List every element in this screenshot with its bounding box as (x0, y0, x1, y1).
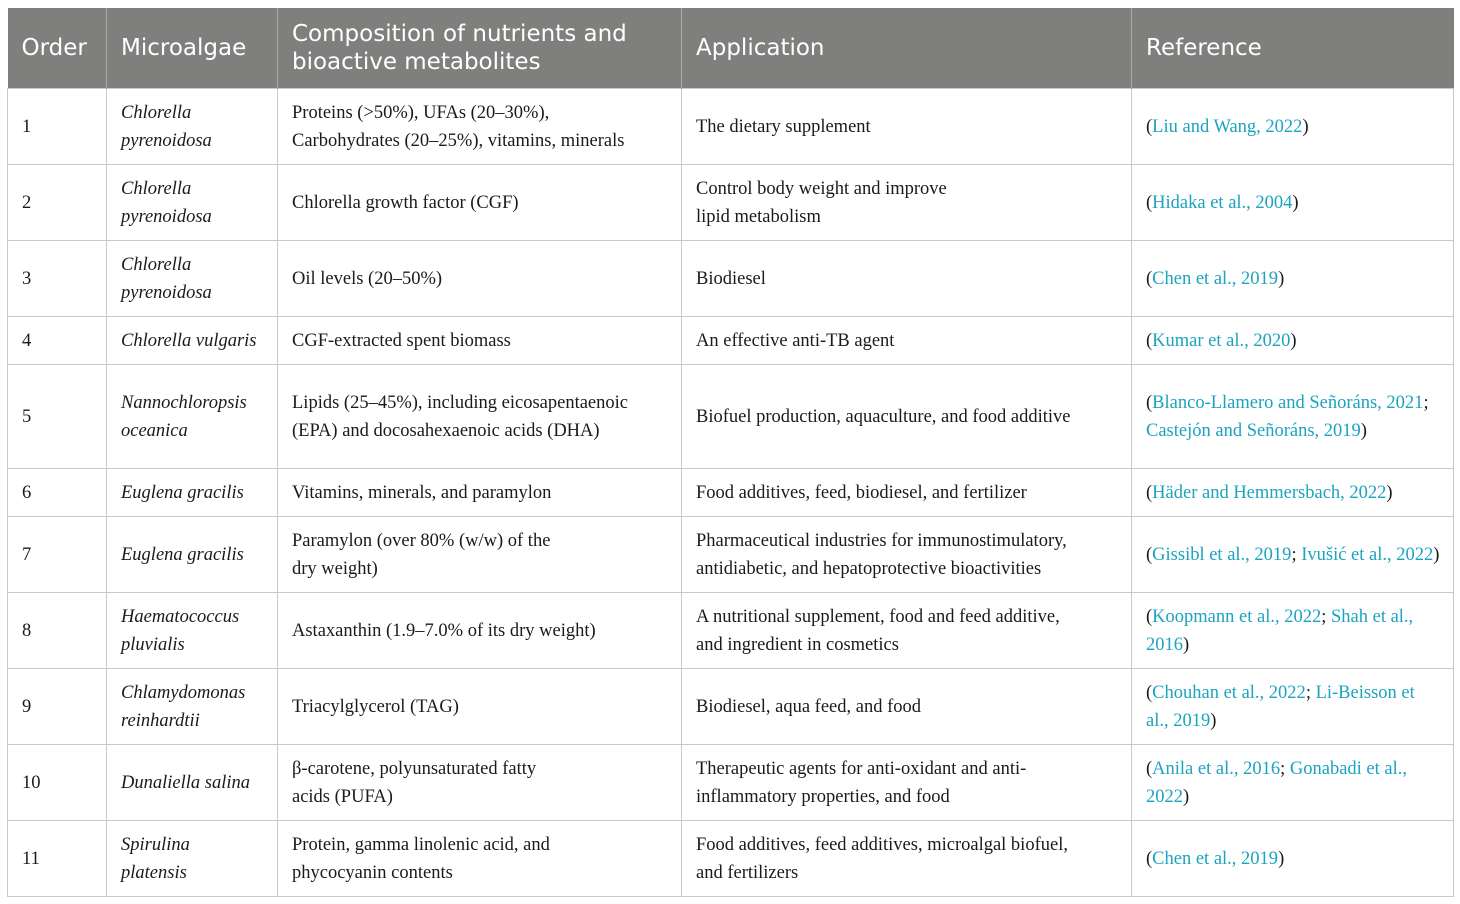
reference-link[interactable]: Gonabadi et al., 2022 (1146, 758, 1407, 807)
species-name-line1: Euglena gracilis (121, 544, 244, 565)
species-name-line1: Nannochloropsis (121, 392, 247, 413)
table-row (8, 669, 1454, 745)
composition-text-line1: β-carotene, polyunsaturated fatty (292, 758, 537, 779)
reference-link[interactable]: Anila et al., 2016 (1152, 758, 1281, 779)
composition-text-line1: Lipids (25–45%), including eicosapentaenoic (292, 392, 628, 413)
composition-cell (278, 365, 682, 469)
order-number: 6 (22, 482, 32, 503)
species-name-line2: pyrenoidosa (121, 206, 212, 227)
composition-text-line1: Astaxanthin (1.9–7.0% of its dry weight) (292, 620, 596, 641)
composition-cell (278, 745, 682, 821)
application-text-line1: The dietary supplement (696, 116, 871, 137)
reference-separator: ; (1305, 682, 1316, 703)
reference-separator: ; (1291, 544, 1302, 565)
application-cell (682, 317, 1132, 365)
application-cell (682, 517, 1132, 593)
microalgae-table (7, 8, 1454, 897)
order-cell (8, 593, 107, 669)
order-number: 1 (22, 116, 32, 137)
microalgae-cell (107, 669, 278, 745)
composition-cell (278, 165, 682, 241)
order-number: 7 (22, 544, 32, 565)
species-name-line1: Spirulina (121, 834, 190, 855)
microalgae-cell (107, 365, 278, 469)
order-cell (8, 821, 107, 897)
application-text-line2: antidiabetic, and hepatoprotective bioactivities (696, 558, 1042, 579)
composition-text-line1: Vitamins, minerals, and paramylon (292, 482, 552, 503)
application-cell (682, 745, 1132, 821)
reference-open-paren: ( (1146, 192, 1153, 213)
application-text-line1: Pharmaceutical industries for immunostimulatory, (696, 530, 1067, 551)
species-name-line2: pluvialis (121, 634, 185, 655)
composition-text-line1: Proteins (>50%), UFAs (20–30%), (292, 102, 550, 123)
table-row (8, 89, 1454, 165)
reference-close-paren: ) (1210, 710, 1217, 731)
composition-text-line1: Triacylglycerol (TAG) (292, 696, 459, 717)
microalgae-cell (107, 317, 278, 365)
composition-text-line2: dry weight) (292, 558, 378, 579)
reference-cell (1132, 593, 1454, 669)
reference-open-paren: ( (1146, 392, 1153, 413)
microalgae-cell (107, 89, 278, 165)
reference-close-paren: ) (1290, 330, 1297, 351)
application-text-line2: lipid metabolism (696, 206, 821, 227)
table-row (8, 821, 1454, 897)
microalgae-cell (107, 241, 278, 317)
reference-open-paren: ( (1146, 758, 1153, 779)
table-row (8, 593, 1454, 669)
reference-link[interactable]: Liu and Wang, 2022 (1152, 116, 1303, 137)
reference-close-paren: ) (1360, 420, 1367, 441)
application-text-line2: and fertilizers (696, 862, 799, 883)
reference-link[interactable]: Gissibl et al., 2019 (1152, 544, 1292, 565)
composition-text-line2: Carbohydrates (20–25%), vitamins, minerals (292, 130, 625, 151)
reference-close-paren: ) (1183, 634, 1190, 655)
reference-link[interactable]: Häder and Hemmersbach, 2022 (1152, 482, 1387, 503)
species-name-line1: Chlorella (121, 102, 192, 123)
species-name-line2: pyrenoidosa (121, 130, 212, 151)
reference-close-paren: ) (1386, 482, 1393, 503)
header-order: Order (8, 8, 107, 89)
application-text-line1: Control body weight and improve (696, 178, 947, 199)
application-text-line2: inflammatory properties, and food (696, 786, 950, 807)
reference-close-paren: ) (1278, 268, 1285, 289)
header-application: Application (682, 8, 1132, 89)
application-text-line1: Biodiesel, aqua feed, and food (696, 696, 922, 717)
composition-text-line1: Chlorella growth factor (CGF) (292, 192, 519, 213)
composition-text-line2: (EPA) and docosahexaenoic acids (DHA) (292, 420, 600, 441)
reference-close-paren: ) (1183, 786, 1190, 807)
reference-link[interactable]: Hidaka et al., 2004 (1152, 192, 1293, 213)
reference-link[interactable]: Castejón and Señoráns, 2019 (1146, 420, 1361, 441)
composition-cell (278, 317, 682, 365)
application-cell (682, 165, 1132, 241)
application-text-line1: Biofuel production, aquaculture, and food additive (696, 406, 1071, 427)
header-microalgae: Microalgae (107, 8, 278, 89)
application-cell (682, 669, 1132, 745)
species-name-line2: reinhardtii (121, 710, 200, 731)
microalgae-cell (107, 745, 278, 821)
reference-cell (1132, 241, 1454, 317)
application-cell (682, 241, 1132, 317)
reference-link[interactable]: Koopmann et al., 2022 (1152, 606, 1322, 627)
table-container (7, 8, 1453, 897)
reference-open-paren: ( (1146, 268, 1153, 289)
header-reference: Reference (1132, 8, 1454, 89)
composition-cell (278, 469, 682, 517)
reference-link[interactable]: Li-Beisson et al., 2019 (1146, 682, 1415, 731)
microalgae-cell (107, 593, 278, 669)
composition-text-line1: Paramylon (over 80% (w/w) of the (292, 530, 551, 551)
application-cell (682, 821, 1132, 897)
reference-open-paren: ( (1146, 116, 1153, 137)
order-number: 9 (22, 696, 32, 717)
reference-link[interactable]: Kumar et al., 2020 (1152, 330, 1291, 351)
composition-text-line1: CGF-extracted spent biomass (292, 330, 511, 351)
reference-close-paren: ) (1433, 544, 1440, 565)
microalgae-cell (107, 517, 278, 593)
species-name-line1: Chlorella (121, 254, 192, 275)
composition-text-line2: acids (PUFA) (292, 786, 393, 807)
reference-cell (1132, 821, 1454, 897)
header-composition: Composition of nutrients and bioactive metabolites (278, 8, 682, 89)
species-name-line1: Chlorella vulgaris (121, 330, 257, 351)
order-cell (8, 745, 107, 821)
species-name-line2: oceanica (121, 420, 188, 441)
application-text-line1: An effective anti-TB agent (696, 330, 895, 351)
table-row (8, 745, 1454, 821)
composition-cell (278, 593, 682, 669)
reference-open-paren: ( (1146, 330, 1153, 351)
order-cell (8, 669, 107, 745)
table-body (8, 89, 1454, 897)
species-name-line2: pyrenoidosa (121, 282, 212, 303)
application-text-line1: Therapeutic agents for anti-oxidant and anti- (696, 758, 1027, 779)
reference-cell (1132, 469, 1454, 517)
table-row (8, 317, 1454, 365)
application-cell (682, 89, 1132, 165)
table-row (8, 365, 1454, 469)
reference-link[interactable]: Chen et al., 2019 (1152, 848, 1279, 869)
reference-open-paren: ( (1146, 606, 1153, 627)
composition-text-line2: phycocyanin contents (292, 862, 453, 883)
species-name-line1: Dunaliella salina (121, 772, 250, 793)
application-text-line2: and ingredient in cosmetics (696, 634, 899, 655)
microalgae-cell (107, 821, 278, 897)
application-cell (682, 365, 1132, 469)
order-cell (8, 89, 107, 165)
order-cell (8, 365, 107, 469)
reference-separator: ; (1280, 758, 1290, 779)
reference-link[interactable]: Blanco-Llamero and Señoráns, 2021 (1152, 392, 1424, 413)
composition-cell (278, 669, 682, 745)
order-cell (8, 317, 107, 365)
species-name-line1: Chlamydomonas (121, 682, 246, 703)
species-name-line1: Haematococcus (121, 606, 240, 627)
order-number: 2 (22, 192, 32, 213)
reference-cell (1132, 669, 1454, 745)
reference-cell (1132, 365, 1454, 469)
application-text-line1: Food additives, feed additives, microalgal biofuel, (696, 834, 1068, 855)
reference-cell (1132, 165, 1454, 241)
composition-text-line1: Oil levels (20–50%) (292, 268, 443, 289)
reference-link[interactable]: Ivušić et al., 2022 (1301, 544, 1434, 565)
composition-cell (278, 89, 682, 165)
reference-close-paren: ) (1292, 192, 1299, 213)
composition-cell (278, 821, 682, 897)
order-number: 5 (22, 406, 32, 427)
header-row (8, 8, 1454, 89)
reference-cell (1132, 517, 1454, 593)
table-row (8, 241, 1454, 317)
application-text-line1: Food additives, feed, biodiesel, and fertilizer (696, 482, 1027, 503)
order-number: 3 (22, 268, 32, 289)
reference-cell (1132, 745, 1454, 821)
reference-separator: ; (1423, 392, 1429, 413)
order-cell (8, 241, 107, 317)
reference-link[interactable]: Shah et al., 2016 (1146, 606, 1414, 655)
reference-close-paren: ) (1302, 116, 1309, 137)
species-name-line2: platensis (121, 862, 187, 883)
order-number: 4 (22, 330, 32, 351)
order-number: 11 (22, 848, 40, 869)
composition-cell (278, 517, 682, 593)
reference-separator: ; (1321, 606, 1331, 627)
table-row (8, 517, 1454, 593)
reference-open-paren: ( (1146, 544, 1153, 565)
order-cell (8, 469, 107, 517)
order-number: 10 (22, 772, 41, 793)
reference-open-paren: ( (1146, 848, 1153, 869)
application-cell (682, 469, 1132, 517)
reference-link[interactable]: Chouhan et al., 2022 (1152, 682, 1306, 703)
order-cell (8, 165, 107, 241)
species-name-line1: Chlorella (121, 178, 192, 199)
reference-link[interactable]: Chen et al., 2019 (1152, 268, 1279, 289)
reference-open-paren: ( (1146, 682, 1153, 703)
reference-cell (1132, 89, 1454, 165)
species-name-line1: Euglena gracilis (121, 482, 244, 503)
composition-text-line1: Protein, gamma linolenic acid, and (292, 834, 550, 855)
microalgae-cell (107, 469, 278, 517)
order-number: 8 (22, 620, 32, 641)
reference-open-paren: ( (1146, 482, 1153, 503)
application-text-line1: Biodiesel (696, 268, 766, 289)
reference-cell (1132, 317, 1454, 365)
application-cell (682, 593, 1132, 669)
composition-cell (278, 241, 682, 317)
order-cell (8, 517, 107, 593)
table-row (8, 469, 1454, 517)
table-row (8, 165, 1454, 241)
application-text-line1: A nutritional supplement, food and feed additive, (696, 606, 1060, 627)
reference-close-paren: ) (1278, 848, 1285, 869)
microalgae-cell (107, 165, 278, 241)
